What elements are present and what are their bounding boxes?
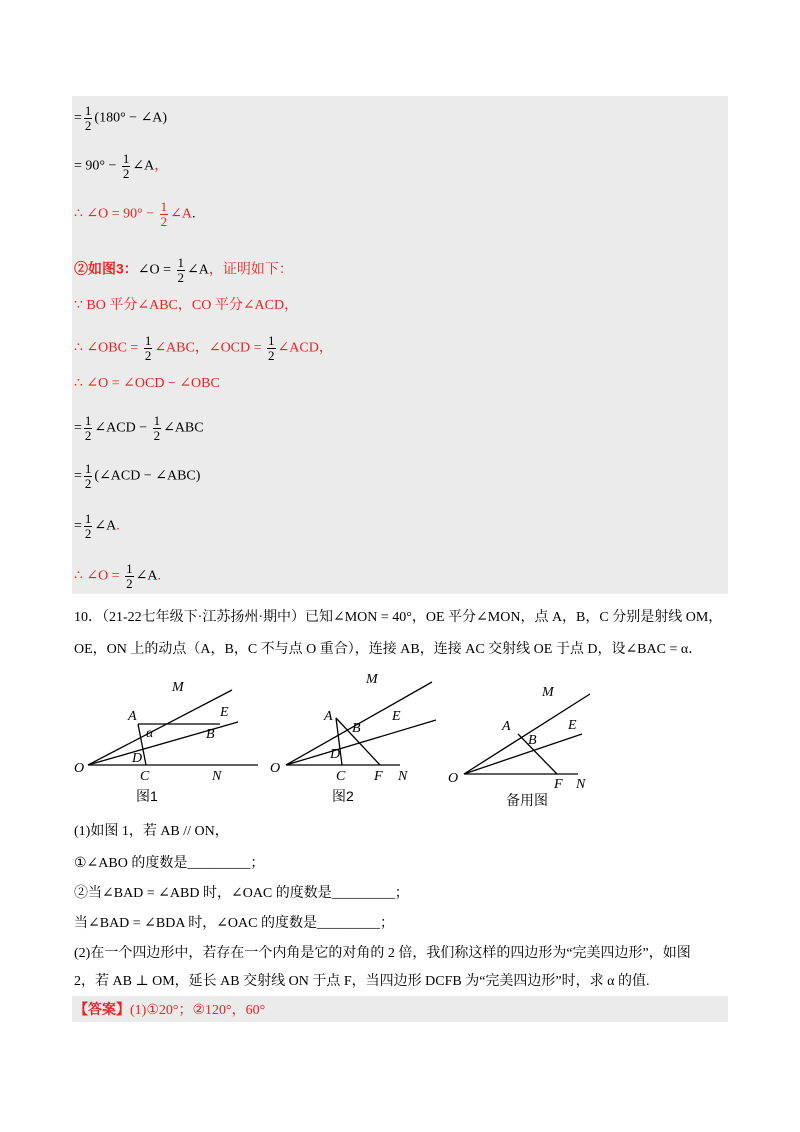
figure-2-caption: 图2 (332, 788, 354, 804)
answer-line (74, 999, 265, 1021)
svg-text:B: B (352, 721, 361, 736)
fraction: $\frac{1}{2}$ (160, 199, 168, 229)
svg-text:O: O (74, 761, 85, 776)
solution-line-7: ∴ ∠O = ∠OCD − ∠OBC (74, 376, 220, 391)
svg-text:C: C (336, 769, 346, 784)
svg-text:M: M (366, 672, 378, 687)
figure-3-labels (448, 685, 586, 792)
figure-1-labels (74, 680, 229, 784)
solution-line-10: = $\frac{1}{2}$ ∠A. (74, 511, 120, 541)
solution-line-2: = 90° − $\frac{1}{2}$ ∠A， (74, 151, 169, 181)
figure-1 (88, 690, 258, 765)
fraction: $\frac{1}{2}$ (84, 511, 92, 541)
solution-line-11: ∴ ∠O = $\frac{1}{2}$ ∠A. (74, 561, 161, 591)
figure-3 (464, 694, 590, 774)
svg-text:A: A (128, 709, 137, 724)
solution-line-8: = $\frac{1}{2}$ ∠ACD − $\frac{1}{2}$ ∠ABC (74, 413, 204, 443)
part-2-line-2: 2，若 AB ⊥ OM，延长 AB 交射线 ON 于点 F，当四边形 DCFB 为“完美四边形”时，求 α 的值. (74, 974, 650, 989)
fraction: $\frac{1}{2}$ (122, 151, 130, 181)
geometry-figures (60, 672, 620, 792)
svg-text:A: A (502, 719, 511, 734)
svg-text:E: E (220, 705, 229, 720)
question-line-2: OE，ON 上的动点（A，B，C 不与点 O 重合），连接 AB，连接 AC 交射线 OE 于点 D，设∠BAC = α． (74, 642, 703, 657)
fraction: $\frac{1}{2}$ (144, 333, 152, 363)
svg-text:D: D (330, 747, 341, 762)
part-1-q2: ②当∠BAD = ∠ABD 时，∠OAC 的度数是_________； (74, 886, 409, 901)
solution-line-1: = $\frac{1}{2}$ (180° − ∠A) (74, 103, 168, 133)
fraction: $\frac{1}{2}$ (84, 461, 92, 491)
svg-text:C: C (140, 769, 150, 784)
svg-text:O: O (448, 771, 459, 786)
svg-text:N: N (212, 769, 222, 784)
svg-text:B: B (528, 733, 537, 748)
svg-text:N: N (576, 777, 586, 792)
part-1-q1: ①∠ABO 的度数是_________； (74, 856, 265, 871)
fraction: $\frac{1}{2}$ (153, 413, 161, 443)
part-1-q3: 当∠BAD = ∠BDA 时，∠OAC 的度数是_________； (74, 916, 394, 931)
svg-text:α: α (146, 726, 154, 741)
svg-text:M: M (542, 685, 554, 700)
svg-text:N: N (398, 769, 408, 784)
figure-2 (286, 682, 436, 765)
fraction: $\frac{1}{2}$ (268, 333, 275, 363)
answer-label: 【答案】 (74, 1001, 130, 1017)
svg-text:O: O (270, 761, 281, 776)
fraction: $\frac{1}{2}$ (177, 255, 185, 285)
solution-line-9: = $\frac{1}{2}$ (∠ACD − ∠ABC) (74, 461, 201, 491)
solution-line-3: ∴ ∠O = 90° − $\frac{1}{2}$ ∠A. (74, 199, 196, 229)
part-1-intro: (1)如图 1，若 AB // ON， (74, 824, 229, 839)
part-2-line-1: (2)在一个四边形中，若存在一个内角是它的对角的 2 倍，我们称这样的四边形为“完美四边形”，如图 (74, 946, 691, 961)
solution-line-5: ∵ BO 平分∠ABC，CO 平分∠ACD， (74, 298, 299, 313)
svg-text:F: F (374, 769, 383, 784)
solution-line-4: ②如图3：∠O = $\frac{1}{2}$ ∠A，证明如下： (74, 255, 293, 285)
solution-line-6: ∴ ∠OBC = $\frac{1}{2}$ ∠ABC，∠OCD = $\frac{1}{2}$ ∠ACD， (74, 333, 333, 363)
answer-text: (1)①20°；②120°，60° (130, 1003, 266, 1018)
svg-text:B: B (206, 727, 215, 742)
question-line-1: 10．（21-22七年级下·江苏扬州·期中）已知∠MON = 40°，OE 平分∠MON，点 A，B，C 分别是射线 OM， (74, 610, 723, 625)
figure-1-caption: 图1 (136, 788, 158, 804)
fraction: $\frac{1}{2}$ (84, 103, 92, 133)
fraction: $\frac{1}{2}$ (126, 561, 133, 591)
svg-text:M: M (172, 680, 184, 695)
fraction: $\frac{1}{2}$ (84, 413, 92, 443)
svg-text:E: E (568, 718, 577, 733)
figure-3-caption: 备用图 (506, 792, 548, 808)
figure-2-labels (270, 672, 408, 784)
svg-text:D: D (132, 751, 143, 766)
svg-text:A: A (324, 709, 333, 724)
svg-text:F: F (554, 777, 563, 792)
svg-text:E: E (392, 709, 401, 724)
